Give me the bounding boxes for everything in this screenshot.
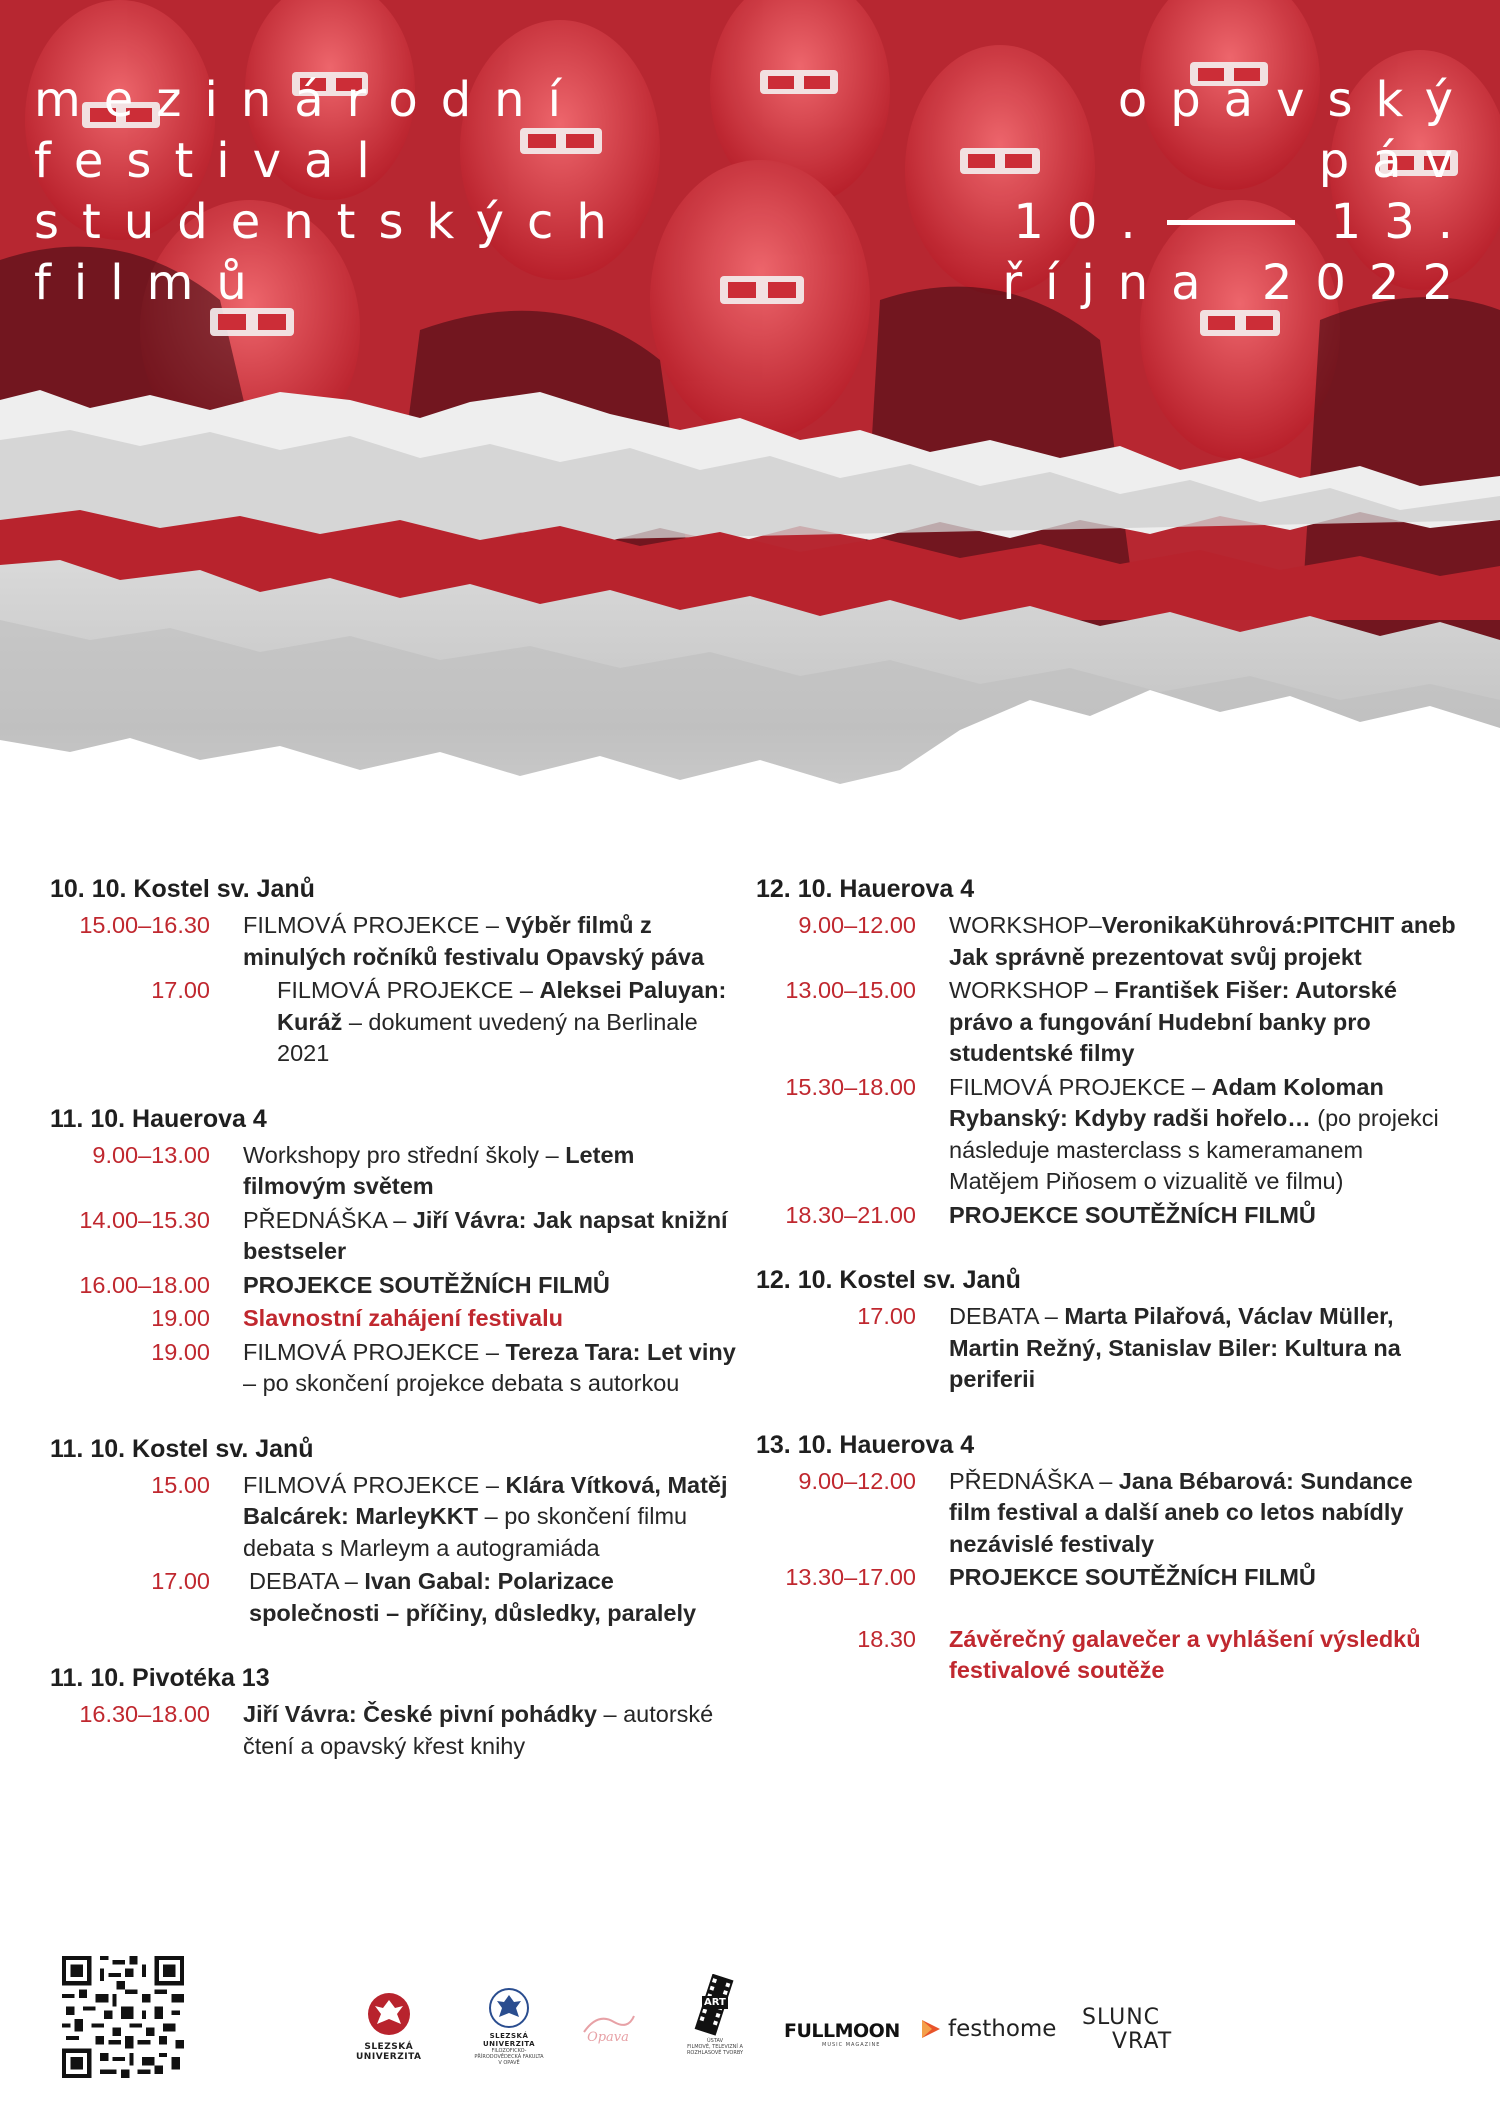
event-time: 18.30 bbox=[857, 1625, 916, 1652]
date-end: 13. bbox=[1330, 194, 1476, 250]
event-time: 15.30–18.00 bbox=[785, 1073, 916, 1100]
event-time: 17.00 bbox=[151, 1568, 210, 1594]
event-description bbox=[949, 910, 1456, 973]
logo-label: VRAT bbox=[1112, 2029, 1173, 2054]
program-event bbox=[50, 1699, 740, 1762]
event-time: 13.00–15.00 bbox=[785, 977, 916, 1003]
festival-name-and-dates bbox=[1002, 70, 1476, 314]
program-event bbox=[50, 1303, 740, 1335]
program-event bbox=[756, 1200, 1456, 1232]
event-description bbox=[243, 1270, 740, 1302]
event-title: PROJEKCE SOUTĚŽNÍCH FILMŮ bbox=[949, 1564, 1316, 1590]
program-event bbox=[756, 975, 1456, 1070]
event-time: 14.00–15.30 bbox=[79, 1206, 210, 1233]
day-heading: 11. 10. Pivotéka 13 bbox=[50, 1664, 270, 1692]
day-heading: 10. 10. Kostel sv. Janů bbox=[50, 875, 315, 903]
event-type: DEBATA – bbox=[949, 1303, 1065, 1329]
program-day bbox=[50, 1663, 740, 1762]
festival-dates-line bbox=[1002, 192, 1476, 253]
event-note: (po projekci následuje masterclass s kameramanem Matějem Piňosem o vizualitě ve filmu) bbox=[949, 1105, 1439, 1194]
date-start: 10. bbox=[1013, 194, 1159, 250]
program-day bbox=[756, 1265, 1456, 1396]
event-description bbox=[243, 910, 740, 973]
event-type: FILMOVÁ PROJEKCE – bbox=[277, 977, 540, 1003]
logo-label: SLEZSKÁ bbox=[364, 2042, 414, 2052]
festhome-play-icon bbox=[918, 2016, 944, 2042]
event-title: Aleksei Paluyan: Kuráž bbox=[277, 977, 727, 1035]
program-day bbox=[50, 874, 740, 1070]
program-event bbox=[50, 1270, 740, 1302]
event-description bbox=[243, 1337, 740, 1400]
event-note: – po skončení projekce debata s autorkou bbox=[243, 1370, 680, 1396]
program-event bbox=[50, 1337, 740, 1400]
event-description bbox=[243, 1303, 740, 1335]
logo-label: UNIVERZITA bbox=[482, 2040, 536, 2048]
event-title: PROJEKCE SOUTĚŽNÍCH FILMŮ bbox=[243, 1271, 610, 1298]
event-title: František Fišer: Autorské právo a fungování Hudební banky pro studentské filmy bbox=[949, 977, 1397, 1066]
event-description bbox=[949, 1466, 1456, 1561]
program-event bbox=[756, 1072, 1456, 1198]
program-event bbox=[756, 1624, 1456, 1687]
logo-label: Opava bbox=[587, 2030, 629, 2045]
event-title: Závěrečný galavečer a vyhlášení výsledků festivalové soutěže bbox=[949, 1625, 1421, 1683]
event-title: PROJEKCE SOUTĚŽNÍCH FILMŮ bbox=[949, 1201, 1316, 1228]
event-description bbox=[243, 1205, 740, 1268]
event-description bbox=[243, 1470, 740, 1565]
partner-footer bbox=[0, 1950, 1500, 2122]
event-description bbox=[243, 1566, 740, 1629]
event-time: 13.30–17.00 bbox=[785, 1564, 916, 1590]
event-type: FILMOVÁ PROJEKCE – bbox=[243, 1338, 506, 1365]
program-day bbox=[756, 1430, 1456, 1687]
event-type: DEBATA – bbox=[249, 1568, 365, 1594]
logo-sublabel: FILMOVÉ, TELEVIZNÍ A ROZHLASOVÉ TVORBY bbox=[686, 2044, 744, 2056]
logo-sublabel: FILOZOFICKO-PŘÍRODOVĚDECKÁ FAKULTA V OPAVĚ bbox=[474, 2048, 544, 2066]
logo-label: ÚSTAV bbox=[706, 2038, 724, 2044]
event-note: – autorské čtení a opavský křest knihy bbox=[243, 1701, 714, 1759]
event-type: WORKSHOP– bbox=[949, 912, 1102, 938]
event-description bbox=[949, 975, 1456, 1070]
event-type: FILMOVÁ PROJEKCE – bbox=[949, 1073, 1212, 1100]
logo-ustav-filmove-tvorby[interactable] bbox=[680, 1974, 750, 2056]
program-event bbox=[50, 1140, 740, 1203]
event-title: Slavnostní zahájení festivalu bbox=[243, 1305, 563, 1331]
program-event bbox=[50, 1205, 740, 1268]
event-time: 19.00 bbox=[151, 1338, 210, 1365]
event-description bbox=[243, 1140, 740, 1203]
event-time: 9.00–12.00 bbox=[798, 1467, 916, 1494]
program-day bbox=[50, 1434, 740, 1630]
event-type: PŘEDNÁŠKA – bbox=[949, 1467, 1119, 1494]
event-time: 15.00 bbox=[151, 1471, 210, 1498]
event-title: Jiří Vávra: České pivní pohádky bbox=[243, 1701, 597, 1727]
festival-title-line: filmů bbox=[34, 255, 270, 311]
event-time: 18.30–21.00 bbox=[785, 1201, 916, 1228]
logo-label: SLEZSKÁ bbox=[489, 2032, 529, 2040]
event-time: 16.00–18.00 bbox=[79, 1271, 210, 1298]
festival-title bbox=[34, 70, 630, 314]
event-type: FILMOVÁ PROJEKCE – bbox=[243, 1471, 506, 1498]
day-heading: 13. 10. Hauerova 4 bbox=[756, 1430, 975, 1459]
festival-month-year: října 2022 bbox=[1002, 255, 1476, 311]
program-day bbox=[50, 1104, 740, 1400]
event-time: 16.30–18.00 bbox=[79, 1701, 210, 1727]
event-description bbox=[949, 1200, 1456, 1232]
logo-opava[interactable] bbox=[578, 2008, 638, 2045]
event-type: Workshopy pro střední školy – bbox=[243, 1141, 566, 1168]
event-title: Ivan Gabal: Polarizace společnosti – příčiny, důsledky, paralely bbox=[249, 1568, 697, 1626]
event-time: 17.00 bbox=[151, 977, 210, 1003]
event-note: – po skončení filmu debata s Marleym a autogramiáda bbox=[243, 1503, 688, 1561]
event-type: FILMOVÁ PROJEKCE – bbox=[243, 912, 506, 938]
program-event bbox=[50, 910, 740, 973]
event-description bbox=[243, 1699, 740, 1762]
logo-label: festhome bbox=[948, 2016, 1057, 2042]
event-type: WORKSHOP – bbox=[949, 977, 1115, 1003]
event-title: Letem filmovým světem bbox=[243, 1141, 635, 1199]
event-type: PŘEDNÁŠKA – bbox=[243, 1206, 413, 1233]
program-day bbox=[756, 874, 1456, 1231]
logo-slunce-vrat[interactable] bbox=[1082, 2006, 1172, 2054]
program-column-right bbox=[756, 874, 1456, 1721]
date-range-dash bbox=[1167, 220, 1295, 225]
event-time: 9.00–13.00 bbox=[92, 1141, 210, 1168]
festival-title-line: mezinárodní bbox=[34, 72, 584, 128]
logo-slezska-univerzita-fpf[interactable] bbox=[474, 1988, 544, 2066]
event-description bbox=[949, 1562, 1456, 1594]
qr-code[interactable] bbox=[62, 1956, 184, 2078]
event-note: – dokument uvedený na Berlinale 2021 bbox=[277, 1008, 698, 1066]
logo-fullmoon[interactable]: FULLMOON bbox=[784, 2020, 900, 2042]
event-title: Adam Koloman Rybanský: Kdyby radši hořelo… bbox=[949, 1073, 1384, 1131]
day-heading: 12. 10. Hauerova 4 bbox=[756, 875, 975, 903]
logo-badge: ART bbox=[704, 1997, 726, 2008]
logo-fullmoon-sub: MUSIC MAGAZINE bbox=[822, 2042, 881, 2048]
event-title: Jiří Vávra: Jak napsat knižní bestseler bbox=[243, 1206, 728, 1264]
program-event bbox=[756, 1562, 1456, 1594]
event-title: Jana Bébarová: Sundance film festival a další aneb co letos nabídly nezávislé festivaly bbox=[949, 1467, 1413, 1557]
program-event bbox=[50, 1470, 740, 1565]
program-event bbox=[756, 1466, 1456, 1561]
university-eagle-icon bbox=[489, 1988, 529, 2028]
university-eagle-icon bbox=[367, 1992, 411, 2036]
event-description bbox=[243, 975, 740, 1070]
logo-slezska-univerzita[interactable] bbox=[356, 1992, 422, 2062]
event-description bbox=[949, 1072, 1456, 1198]
program-event bbox=[756, 910, 1456, 973]
event-title: Výběr filmů z minulých ročníků festivalu Opavský páva bbox=[243, 912, 705, 970]
day-heading: 11. 10. Kostel sv. Janů bbox=[50, 1434, 314, 1463]
logo-festhome[interactable] bbox=[918, 2016, 1056, 2042]
event-title: Klára Vítková, Matěj Balcárek: MarleyKKT bbox=[243, 1471, 728, 1529]
event-title: Marta Pilařová, Václav Müller, Martin Režný, Stanislav Biler: Kultura na periferii bbox=[949, 1303, 1401, 1392]
program-column-left bbox=[50, 874, 740, 1796]
event-description bbox=[949, 1624, 1456, 1687]
event-time: 17.00 bbox=[857, 1303, 916, 1329]
event-time: 19.00 bbox=[151, 1305, 210, 1331]
day-heading: 11. 10. Hauerova 4 bbox=[50, 1104, 267, 1133]
event-description bbox=[949, 1301, 1456, 1396]
festival-title-line: festival bbox=[34, 133, 393, 189]
program-event bbox=[756, 1301, 1456, 1396]
event-title: Tereza Tara: Let viny bbox=[505, 1338, 736, 1365]
festival-name-line: opavský bbox=[1117, 72, 1476, 128]
logo-label: SLUNC bbox=[1082, 2005, 1161, 2030]
festival-name-line: páv bbox=[1318, 133, 1476, 189]
event-title: VeronikaKührová:PITCHIT aneb Jak správně prezentovat svůj projekt bbox=[949, 912, 1456, 970]
day-heading: 12. 10. Kostel sv. Janů bbox=[756, 1266, 1021, 1294]
logo-label: UNIVERZITA bbox=[356, 2052, 422, 2062]
program-event bbox=[50, 975, 740, 1070]
event-time: 15.00–16.30 bbox=[79, 912, 210, 938]
event-time: 9.00–12.00 bbox=[798, 912, 916, 938]
program-event bbox=[50, 1566, 740, 1629]
hero-banner bbox=[0, 0, 1500, 840]
festival-title-line: studentských bbox=[34, 194, 630, 250]
